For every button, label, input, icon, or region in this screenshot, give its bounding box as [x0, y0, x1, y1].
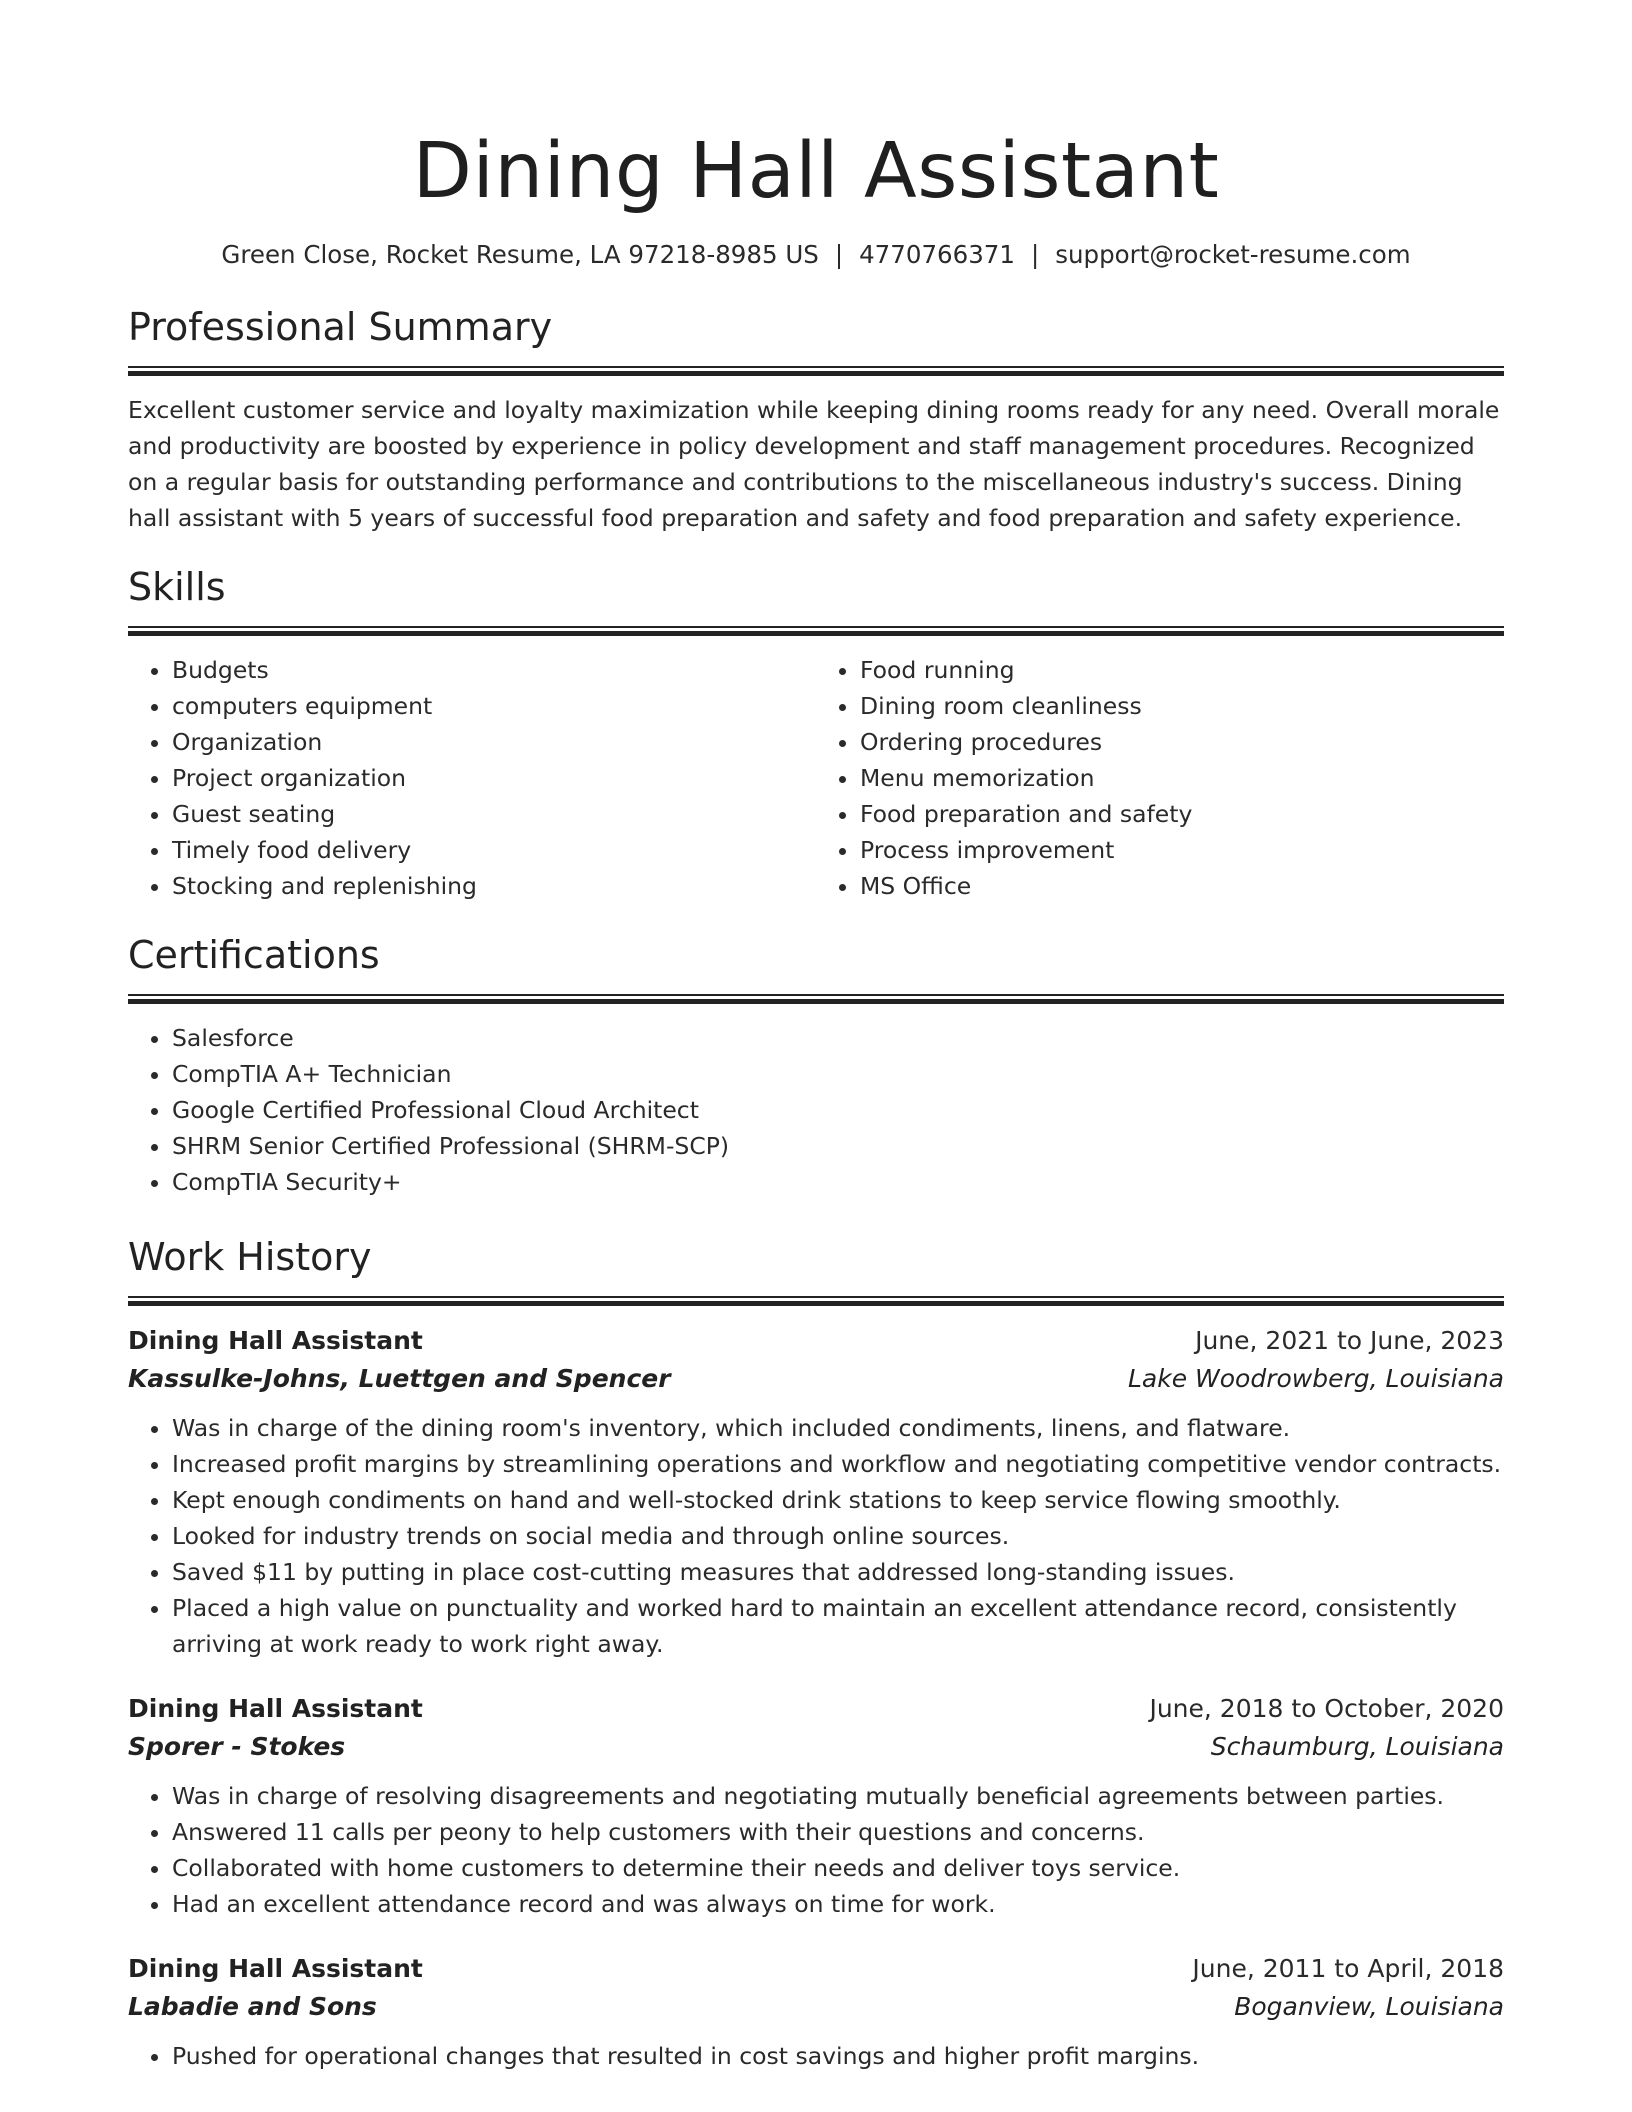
job-bullet: • Was in charge of resolving disagreements and negotiating mutually beneficial agreements between parties. — [172, 1778, 1504, 1814]
contact-separator: | — [1030, 240, 1040, 269]
job-bullet: • Answered 11 calls per peony to help customers with their questions and concerns. — [172, 1814, 1504, 1850]
skill-item: • Food running — [860, 652, 1504, 688]
skills-grid — [128, 652, 1504, 904]
skill-item: • Project organization — [172, 760, 816, 796]
certification-item: • SHRM Senior Certified Professional (SHRM-SCP) — [172, 1128, 1504, 1164]
skill-item: • Organization — [172, 724, 816, 760]
job-bullet: • Was in charge of the dining room's inventory, which included condiments, linens, and flatware. — [172, 1410, 1504, 1446]
skill-item: • Process improvement — [860, 832, 1504, 868]
skills-heading: Skills — [128, 565, 226, 609]
work-history-section — [128, 1232, 1504, 2074]
job-bullet: • Increased profit margins by streamlining operations and workflow and negotiating competitive vendor contracts. — [172, 1446, 1504, 1482]
work-history-heading: Work History — [128, 1235, 372, 1279]
skill-item: • Food preparation and safety — [860, 796, 1504, 832]
skill-item: • Dining room cleanliness — [860, 688, 1504, 724]
job-bullet: • Placed a high value on punctuality and worked hard to maintain an excellent attendance record, consistently arriving at work ready to work right away. — [172, 1590, 1504, 1662]
job-bullet: • Saved $11 by putting in place cost-cutting measures that addressed long-standing issues. — [172, 1554, 1504, 1590]
contact-address: Green Close, Rocket Resume, LA 97218-8985 US — [221, 240, 819, 269]
job-location: Boganview, Louisiana — [1234, 1992, 1504, 2021]
resume-name: Dining Hall Assistant — [412, 127, 1220, 216]
contact-email: support@rocket-resume.com — [1055, 240, 1411, 269]
job-bullet: • Pushed for operational changes that resulted in cost savings and higher profit margins. — [172, 2038, 1504, 2074]
certifications-heading: Certifications — [128, 933, 380, 977]
job-dates: June, 2018 to October, 2020 — [1149, 1694, 1504, 1723]
skill-item: • Budgets — [172, 652, 816, 688]
job-location: Schaumburg, Louisiana — [1210, 1732, 1504, 1761]
skill-item: • computers equipment — [172, 688, 816, 724]
job-bullets — [128, 1410, 1504, 1662]
job-entry — [128, 1950, 1504, 2074]
job-subheader — [128, 1728, 1504, 1766]
skill-item: • Timely food delivery — [172, 832, 816, 868]
job-bullet: • Collaborated with home customers to determine their needs and deliver toys service. — [172, 1850, 1504, 1886]
section-divider — [128, 366, 1504, 376]
job-title: Dining Hall Assistant — [128, 1694, 423, 1723]
section-divider — [128, 1296, 1504, 1306]
certifications-list — [128, 1020, 1504, 1200]
certification-item: • Salesforce — [172, 1020, 1504, 1056]
job-header — [128, 1322, 1504, 1360]
skills-list-right — [816, 652, 1504, 904]
skills-section — [128, 562, 1504, 904]
job-company: Sporer - Stokes — [128, 1732, 346, 1761]
job-title: Dining Hall Assistant — [128, 1326, 423, 1355]
job-subheader — [128, 1988, 1504, 2026]
skill-item: • MS Office — [860, 868, 1504, 904]
contact-phone: 4770766371 — [859, 240, 1015, 269]
certification-item: • CompTIA A+ Technician — [172, 1056, 1504, 1092]
summary-section — [128, 302, 1504, 536]
contact-separator: | — [834, 240, 844, 269]
skill-item: • Guest seating — [172, 796, 816, 832]
job-bullets — [128, 2038, 1504, 2074]
skill-item: • Stocking and replenishing — [172, 868, 816, 904]
job-bullet: • Had an excellent attendance record and was always on time for work. — [172, 1886, 1504, 1922]
job-entry — [128, 1322, 1504, 1662]
section-divider — [128, 626, 1504, 636]
job-subheader — [128, 1360, 1504, 1398]
job-company: Kassulke-Johns, Luettgen and Spencer — [128, 1364, 671, 1393]
job-header — [128, 1690, 1504, 1728]
job-dates: June, 2011 to April, 2018 — [1192, 1954, 1504, 1983]
job-title: Dining Hall Assistant — [128, 1954, 423, 1983]
section-divider — [128, 994, 1504, 1004]
job-header — [128, 1950, 1504, 1988]
job-dates: June, 2021 to June, 2023 — [1195, 1326, 1504, 1355]
contact-line — [128, 238, 1504, 272]
summary-heading: Professional Summary — [128, 305, 553, 349]
certifications-section — [128, 930, 1504, 1200]
job-bullet: • Looked for industry trends on social media and through online sources. — [172, 1518, 1504, 1554]
job-bullets — [128, 1778, 1504, 1922]
skill-item: • Menu memorization — [860, 760, 1504, 796]
certification-item: • CompTIA Security+ — [172, 1164, 1504, 1200]
certification-item: • Google Certified Professional Cloud Architect — [172, 1092, 1504, 1128]
job-bullet: • Kept enough condiments on hand and well-stocked drink stations to keep service flowing smoothly. — [172, 1482, 1504, 1518]
job-location: Lake Woodrowberg, Louisiana — [1127, 1364, 1504, 1393]
skill-item: • Ordering procedures — [860, 724, 1504, 760]
skills-list-left — [128, 652, 816, 904]
job-entry — [128, 1690, 1504, 1922]
summary-text: Excellent customer service and loyalty maximization while keeping dining rooms ready for any need. Overall morale and productivity are boosted by experience in policy development and staff management procedures. Recognized on a regular basis for outstanding performance and contributions to the miscellaneous industry's success. Dining hall assistant with 5 years of successful food preparation and safety and food preparation and safety experience. — [128, 396, 1500, 532]
job-company: Labadie and Sons — [128, 1992, 377, 2021]
